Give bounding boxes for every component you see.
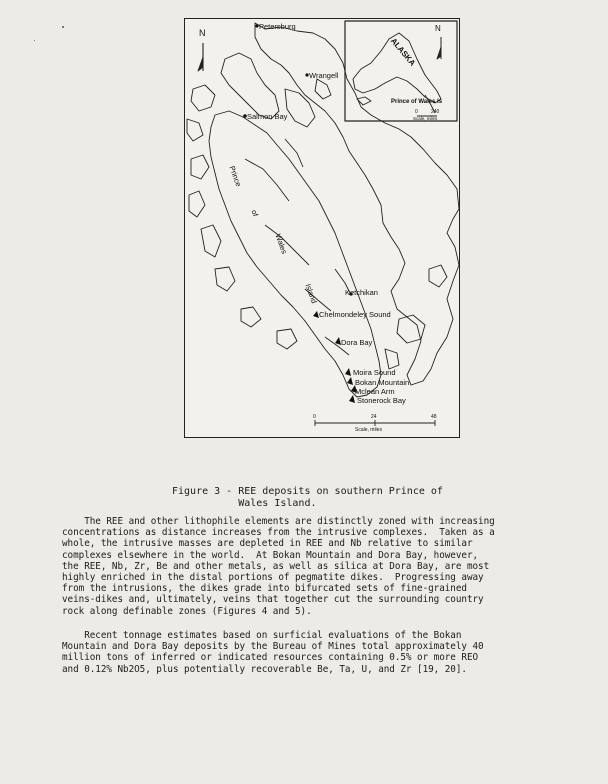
place-chelmondeley-sound: Chelmondeley Sound [319, 310, 391, 319]
island-name-word-2: of [249, 208, 261, 218]
north-label: N [199, 28, 206, 38]
place-ketchikan: Ketchikan [345, 288, 378, 297]
island-name-word-4: Island [303, 282, 319, 305]
inset-island-label: Prince of Wales Is [391, 99, 443, 105]
inset-scale-tick-240: 240 [431, 109, 440, 115]
scan-speck [34, 40, 35, 41]
place-wrangell: Wrangell [309, 71, 339, 80]
map-drawing [185, 19, 460, 438]
paragraph-1: The REE and other lithophile elements are distinctly zoned with increasing concentrations as distance increases from the intrusive complexes. Taken as a whole, the intrusive masses are depleted in REE and Nb relative to similar complexes elsewhere in the world. At Bokan Mountain and Dora Bay, however, the REE, Nb, Zr, Be and other metals, as well as silica at Dora Bay, are most highly enriched in the distal portions of pegmatite dikes. Progressing away from the intrusions, the dikes grade into bifurcated sets of fine-grained veins-dikes and, ultimately, veins that together cut the surrounding country rock along definable zones (Figures 4 and 5). [62, 516, 495, 617]
inset-scale-tick-0: 0 [415, 109, 418, 115]
scale-tick-24: 24 [371, 414, 377, 420]
place-bokan-mountain: Bokan Mountain [355, 378, 410, 387]
figure-caption: Figure 3 - REE deposits on southern Prince of Wales Island. [172, 486, 443, 509]
paragraph-2: Recent tonnage estimates based on surficial evaluations of the Bokan Mountain and Dora Bay deposits by the Bureau of Mines total approximately 40 million tons of inferred or indicated resources containing 0.5% or more REO and 0.12% Nb2O5, plus potentially recoverable Be, Ta, U, and Zr [19, 20]. [62, 630, 484, 675]
place-dora-bay: Dora Bay [341, 338, 373, 347]
scale-caption: Scale, miles [355, 427, 382, 433]
inset-scale-caption: Scale, miles [413, 116, 438, 121]
place-mclean-arm: Mclean Arm [355, 387, 395, 396]
island-name-word-3: Wales [273, 232, 289, 256]
scale-tick-48: 48 [431, 414, 437, 420]
place-stonerock-bay: Stonerock Bay [357, 396, 406, 405]
place-petersburg: Petersburg [259, 22, 296, 31]
scale-tick-0: 0 [313, 414, 316, 420]
figure-3-map [184, 18, 460, 438]
inset-state-label: ALASKA [388, 36, 418, 68]
island-name-word-1: Prince [227, 164, 244, 188]
inset-north-label: N [435, 24, 441, 33]
scan-speck [62, 26, 64, 28]
place-salmon-bay: Salmon Bay [247, 112, 288, 121]
place-moira-sound: Moira Sound [353, 368, 396, 377]
